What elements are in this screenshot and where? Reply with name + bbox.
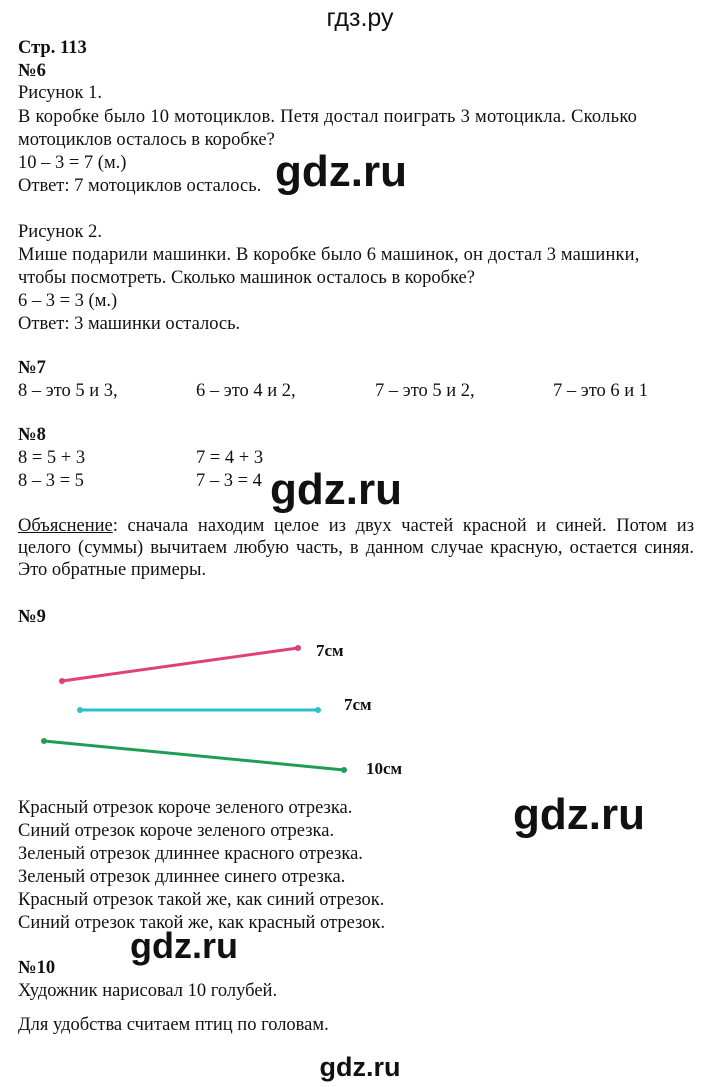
comparison-line: Красный отрезок такой же, как синий отрезок. [18, 890, 385, 910]
green-segment-start-point [41, 738, 47, 744]
exercise-8-title: №8 [18, 425, 46, 445]
comparison-line: Зеленый отрезок длиннее синего отрезка. [18, 867, 346, 887]
watermark: gdz.ru [270, 465, 402, 514]
picture-1-text-line-1: В коробке было 10 мотоциклов. Петя достал поиграть 3 мотоцикла. Сколько [18, 107, 638, 127]
exercise-6-title: №6 [18, 61, 46, 81]
comparison-line: Красный отрезок короче зеленого отрезка. [18, 798, 353, 818]
red-segment-start-point [59, 678, 65, 684]
exercise-7-title: №7 [18, 358, 46, 378]
exercise-7-item: 7 – это 6 и 1 [553, 381, 649, 401]
blue-segment-end-point [315, 707, 321, 713]
exercise-10-line-2: Для удобства считаем птиц по головам. [18, 1015, 329, 1035]
picture-2-text-line-1: Мише подарили машинки. В коробке было 6 машинок, он достал 3 машинки, [18, 245, 640, 265]
page-reference: Стр. 113 [18, 38, 87, 58]
green-segment-end-point [341, 767, 347, 773]
exercise-7-item: 7 – это 5 и 2, [375, 381, 475, 401]
red-segment-label: 7см [316, 641, 344, 660]
picture-1-calculation: 10 – 3 = 7 (м.) [18, 153, 127, 173]
exercise-7-item: 8 – это 5 и 3, [18, 381, 118, 401]
picture-1-text-line-2: мотоциклов осталось в коробке? [18, 130, 275, 150]
comparison-line: Зеленый отрезок длиннее красного отрезка. [18, 844, 363, 864]
comparison-line: Синий отрезок короче зеленого отрезка. [18, 821, 335, 841]
exercise-8-equation: 8 – 3 = 5 [18, 471, 84, 491]
blue-segment-start-point [77, 707, 83, 713]
red-segment [62, 648, 298, 681]
picture-2-calculation: 6 – 3 = 3 (м.) [18, 291, 118, 311]
picture-1-answer: Ответ: 7 мотоциклов осталось. [18, 176, 262, 196]
watermark: gdz.ru [513, 790, 645, 839]
watermark: gdz.ru [319, 1052, 401, 1082]
watermark: gdz.ru [275, 147, 407, 196]
picture-2-caption: Рисунок 2. [18, 222, 103, 242]
explanation-text: : сначала находим целое из двух частей красной и синей. Потом из целого (суммы) вычитаем любую часть, в данном случае красную, остается синяя. Это обратные примеры. [18, 516, 694, 580]
blue-segment-label: 7см [344, 695, 372, 714]
picture-1-caption: Рисунок 1. [18, 83, 103, 103]
exercise-8-equation: 7 – 3 = 4 [196, 471, 262, 491]
exercise-9-title: №9 [18, 607, 46, 627]
exercise-10-line-1: Художник нарисовал 10 голубей. [18, 981, 278, 1001]
exercise-8-equation: 8 = 5 + 3 [18, 448, 86, 468]
red-segment-end-point [295, 645, 301, 651]
watermark: gdz.ru [130, 925, 238, 966]
comparison-line: Синий отрезок такой же, как красный отрезок. [18, 913, 386, 933]
green-segment [44, 741, 344, 770]
green-segment-label: 10см [366, 759, 403, 778]
exercise-8-equation: 7 = 4 + 3 [196, 448, 264, 468]
site-header: гдз.ру [326, 4, 394, 32]
exercise-7-item: 6 – это 4 и 2, [196, 381, 296, 401]
picture-2-text-line-2: чтобы посмотреть. Сколько машинок осталось в коробке? [18, 268, 475, 288]
explanation-label: Объяснение [18, 516, 113, 536]
picture-2-answer: Ответ: 3 машинки осталось. [18, 314, 241, 334]
exercise-10-title: №10 [18, 958, 56, 978]
